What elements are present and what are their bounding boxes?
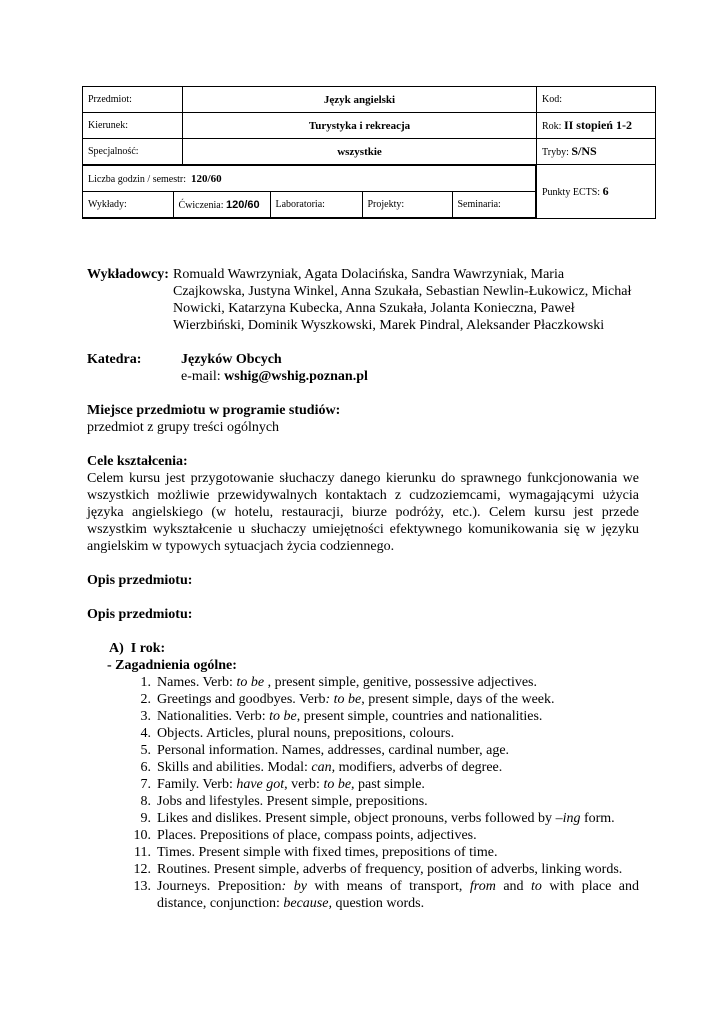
department-email-line [181, 368, 368, 385]
kod-label: Kod: [537, 87, 656, 113]
topic-item [133, 878, 639, 912]
email-link[interactable]: wshig@wshig.poznan.pl [224, 369, 368, 384]
topic-text: Objects. Articles, plural nouns, prepositions, colours. [157, 726, 455, 741]
specjalnosc-label: Specjalność: [83, 139, 183, 165]
topic-item [140, 810, 639, 827]
description-heading-1: Opis przedmiotu: [87, 573, 193, 588]
year-label: I rok: [130, 641, 166, 656]
topic-number: 11. [134, 845, 151, 860]
place-heading: Miejsce przedmiotu w programie studiów: [87, 403, 341, 418]
topic-number: 10. [133, 828, 151, 843]
place-text: przedmiot z grupy treści ogólnych [87, 420, 280, 435]
topic-item [140, 793, 639, 810]
topic-text: Likes and dislikes. Present simple, object pronouns, verbs followed by –ing form. [157, 811, 615, 826]
kierunek-label: Kierunek: [83, 113, 183, 139]
tryby-value: S/NS [571, 144, 597, 158]
przedmiot-label: Przedmiot: [83, 87, 183, 113]
topic-number: 3. [140, 709, 151, 724]
specjalnosc-value: wszystkie [183, 139, 537, 165]
topic-text: Skills and abilities. Modal: can, modifiers, adverbs of degree. [157, 760, 503, 775]
tryby-label: Tryby: [542, 147, 569, 158]
topic-item [140, 742, 639, 759]
topic-item [140, 708, 639, 725]
cwiczenia-value: 120/60 [225, 198, 260, 211]
department-label: Katedra: [87, 352, 142, 367]
seminaria-label: Seminaria: [452, 192, 536, 218]
rok-value: II stopień 1-2 [563, 118, 632, 132]
lecturers-label: Wykładowcy: [87, 267, 169, 282]
topic-item [134, 844, 639, 861]
topic-text: Journeys. Preposition: by with means of transport, from and to with place and distance, conjunction: because, question words. [157, 879, 639, 911]
topic-text: Places. Prepositions of place, compass points, adjectives. [157, 828, 477, 843]
rok-label: Rok: [542, 121, 562, 132]
hours-subtable [83, 165, 536, 218]
topic-item [140, 725, 639, 742]
topic-number: 13. [133, 879, 151, 894]
department-section [87, 351, 639, 385]
liczba-godzin-value: 120/60 [191, 172, 222, 185]
topic-number: 1. [140, 675, 151, 690]
row-przedmiot [83, 87, 656, 113]
hours-cell [83, 165, 537, 219]
general-topics-heading: - Zagadnienia ogólne: [107, 658, 237, 673]
year-marker: A) [109, 641, 124, 656]
topic-number: 5. [140, 743, 151, 758]
topic-text: Family. Verb: have got, verb: to be, past simple. [157, 777, 425, 792]
lecturers-list: Romuald Wawrzyniak, Agata Dolacińska, Sandra Wawrzyniak, Maria Czajkowska, Justyna Winkel, Anna Szukała, Sebastian Newlin-Łukowicz, Michał Nowicki, Katarzyna Kubecka, Anna Szukała, Jolanta Konieczna, Paweł Wierzbiński, Dominik Wyszkowski, Marek Pindral, Aleksander Płaczkowski [173, 267, 632, 333]
topic-text: Jobs and lifestyles. Present simple, prepositions. [157, 794, 428, 809]
tryby-cell [537, 139, 656, 165]
topic-item [140, 759, 639, 776]
wyklady-label: Wykłady: [83, 192, 173, 218]
row-godziny [83, 165, 656, 219]
topic-number: 2. [140, 692, 151, 707]
topic-text: Times. Present simple with fixed times, prepositions of time. [157, 845, 498, 860]
topic-text: Nationalities. Verb: to be, present simple, countries and nationalities. [157, 709, 543, 724]
topic-item [140, 776, 639, 793]
punkty-cell [537, 165, 656, 219]
department-name: Języków Obcych [181, 352, 282, 367]
topic-item [133, 861, 639, 878]
year-heading [109, 640, 639, 657]
place-section [87, 402, 639, 436]
topic-number: 12. [133, 862, 151, 877]
row-kierunek [83, 113, 656, 139]
laboratoria-label: Laboratoria: [270, 192, 362, 218]
goals-heading: Cele kształcenia: [87, 454, 188, 469]
liczba-godzin-cell [83, 166, 536, 192]
topic-number: 7. [140, 777, 151, 792]
przedmiot-value: Język angielski [183, 87, 537, 113]
topic-number: 4. [140, 726, 151, 741]
punkty-value: 6 [602, 184, 609, 198]
lecturers-section [87, 266, 639, 334]
rok-cell [537, 113, 656, 139]
main-content [87, 266, 639, 912]
cwiczenia-cell [173, 192, 270, 218]
goals-text: Celem kursu jest przygotowanie słuchaczy danego kierunku do sprawnego funkcjonowania we wszystkich możliwie przewidywalnych kontaktach z cudzoziemcami, wymagającymi użycia języka angielskiego (w hotelu, restauracji, biurze podróży, etc.). Celem kursu jest przede wszystkim wykształcenie u słuchaczy umiejętności efektywnego komunikowania się w języku angielskim w typowych sytuacjach życia codziennego. [87, 471, 639, 554]
kierunek-value: Turystyka i rekreacja [183, 113, 537, 139]
cwiczenia-label: Ćwiczenia: [178, 199, 224, 211]
row-specjalnosc [83, 139, 656, 165]
topic-item [133, 827, 639, 844]
topic-item [140, 691, 639, 708]
topic-text: Routines. Present simple, adverbs of frequency, position of adverbs, linking words. [157, 862, 623, 877]
liczba-godzin-label: Liczba godzin / semestr: [88, 173, 187, 185]
topic-item [140, 674, 639, 691]
goals-section [87, 453, 639, 555]
topic-text: Greetings and goodbyes. Verb: to be, present simple, days of the week. [157, 692, 555, 707]
projekty-label: Projekty: [362, 192, 452, 218]
course-info-table [82, 86, 656, 219]
punkty-label: Punkty ECTS: [542, 187, 601, 198]
email-label: e-mail: [181, 369, 221, 384]
topic-number: 8. [140, 794, 151, 809]
topic-number: 6. [140, 760, 151, 775]
description-heading-2: Opis przedmiotu: [87, 607, 193, 622]
topic-text: Names. Verb: to be , present simple, genitive, possessive adjectives. [157, 675, 538, 690]
topics-list [133, 674, 639, 912]
topic-text: Personal information. Names, addresses, cardinal number, age. [157, 743, 510, 758]
topic-number: 9. [140, 811, 151, 826]
